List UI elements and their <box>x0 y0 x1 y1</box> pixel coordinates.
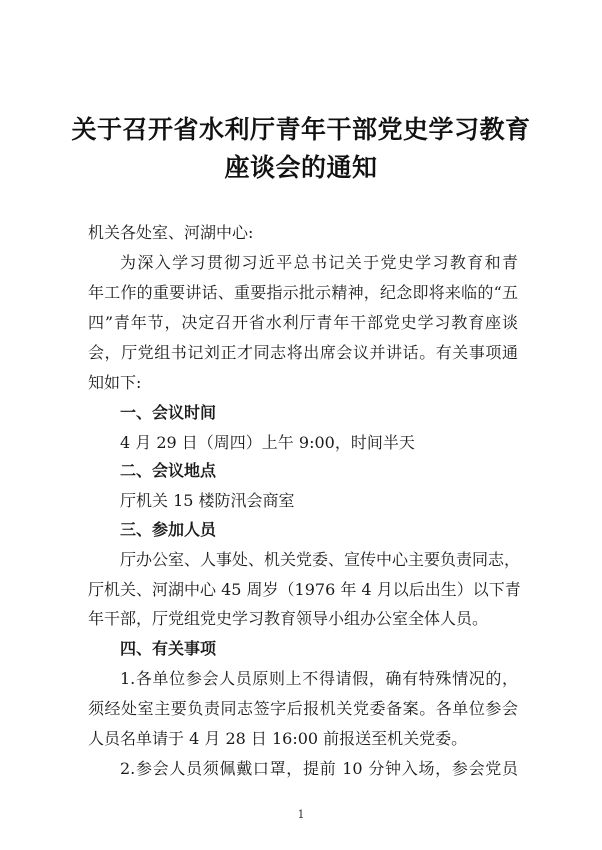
intro-line: 会，厅党组书记刘正才同志将出席会议并讲话。有关事项通 <box>88 343 518 362</box>
attendees-line: 厅机关、河湖中心 45 周岁（1976 年 4 月以后出生）以下青 <box>88 580 521 599</box>
salutation: 机关各处室、河湖中心: <box>88 223 254 242</box>
intro-line: 四”青年节，决定召开省水利厅青年干部党史学习教育座谈 <box>88 313 518 332</box>
matters-line: 2.参会人员须佩戴口罩，提前 10 分钟入场，参会党员 <box>120 759 518 778</box>
section-heading-place: 二、会议地点 <box>120 461 217 480</box>
page-number: 1 <box>297 808 305 821</box>
attendees-line: 厅办公室、人事处、机关党委、宣传中心主要负责同志， <box>120 550 521 569</box>
intro-line: 年工作的重要讲话、重要指示批示精神，纪念即将来临的“五 <box>88 283 518 302</box>
section-body-place: 厅机关 15 楼防汛会商室 <box>120 491 295 510</box>
section-heading-matters: 四、有关事项 <box>120 639 217 658</box>
intro-line: 为深入学习贯彻习近平总书记关于党史学习教育和青 <box>120 253 518 272</box>
attendees-line: 年干部，厅党组党史学习教育领导小组办公室全体人员。 <box>88 609 489 628</box>
matters-line: 须经处室主要负责同志签字后报机关党委备案。各单位参会 <box>88 699 518 718</box>
section-heading-attendees: 三、参加人员 <box>120 520 217 539</box>
notice-title-line-2: 座谈会的通知 <box>224 153 378 182</box>
matters-line: 人员名单请于 4 月 28 日 16:00 前报送至机关党委。 <box>88 729 468 748</box>
section-heading-time: 一、会议时间 <box>120 403 217 422</box>
matters-line: 1.各单位参会人员原则上不得请假，确有特殊情况的， <box>120 669 518 688</box>
section-body-time: 4 月 29 日（周四）上午 9:00，时间半天 <box>120 433 415 452</box>
intro-line: 知如下: <box>88 373 142 392</box>
notice-title-line-1: 关于召开省水利厅青年干部党史学习教育 <box>71 115 531 144</box>
